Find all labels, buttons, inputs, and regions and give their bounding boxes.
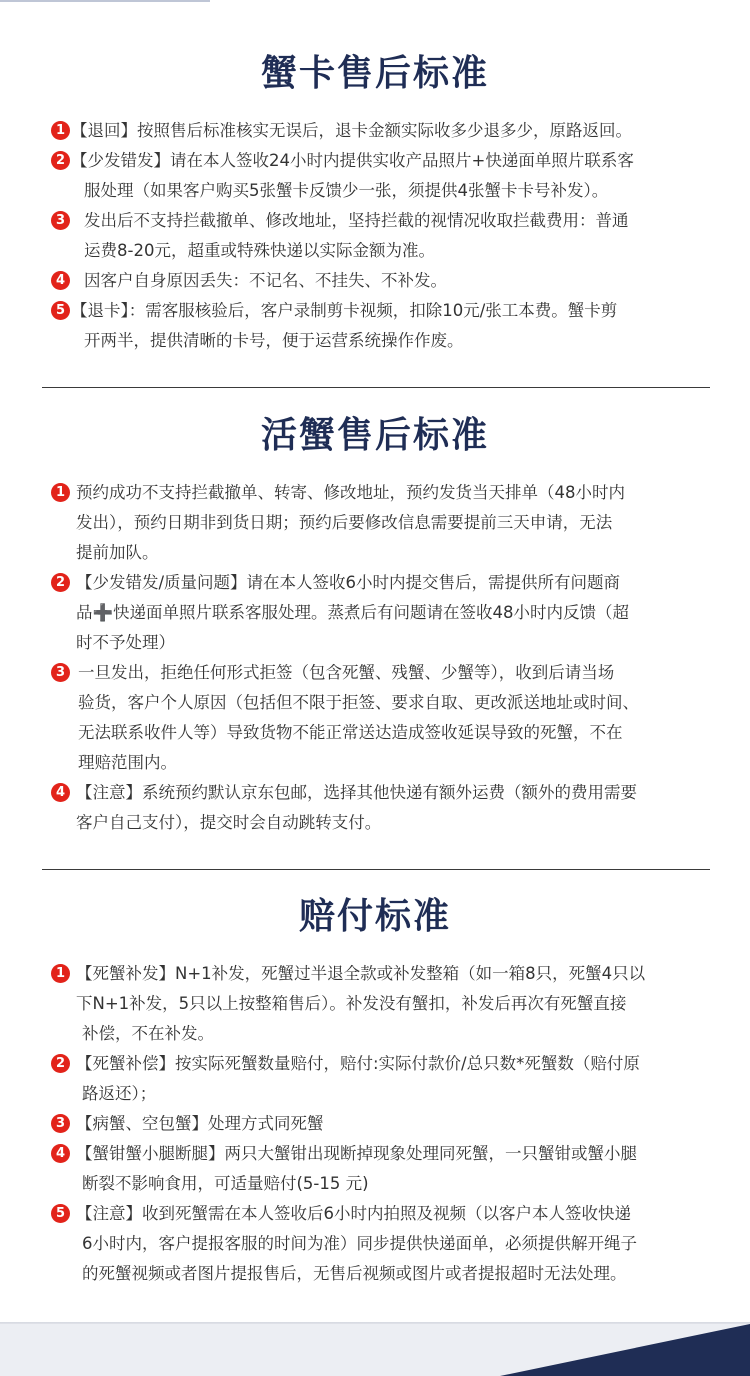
rule-item xyxy=(0,1139,750,1199)
rule-item xyxy=(0,478,750,568)
rule-line: 无法联系收件人等）导致货物不能正常送达造成签收延误导致的死蟹，不在 xyxy=(78,723,623,742)
rule-line: 因客户自身原因丢失：不记名、不挂失、不补发。 xyxy=(84,271,447,290)
rule-line: 预约成功不支持拦截撤单、转寄、修改地址，预约发货当天排单（48小时内 xyxy=(76,483,625,502)
rule-line: 【死蟹补偿】按实际死蟹数量赔付，赔付:实际付款价/总只数*死蟹数（赔付原 xyxy=(76,1054,640,1073)
rule-line: 【少发错发】请在本人签收24小时内提供实收产品照片+快递面单照片联系客 xyxy=(71,151,634,170)
section-title: 赔付标准 xyxy=(298,896,451,937)
number-badge: 3 xyxy=(51,1114,70,1133)
rule-line: 运费8-20元，超重或特殊快递以实际金额为准。 xyxy=(84,241,435,260)
number-badge: 5 xyxy=(51,1204,70,1223)
rule-line: 【病蟹、空包蟹】处理方式同死蟹 xyxy=(76,1114,324,1133)
rule-line: 客户自己支付），提交时会自动跳转支付。 xyxy=(76,813,382,832)
rule-line: 【死蟹补发】N+1补发，死蟹过半退全款或补发整箱（如一箱8只，死蟹4只以 xyxy=(76,964,646,983)
rule-item xyxy=(0,116,750,146)
rule-line: 提前加队。 xyxy=(76,543,159,562)
rule-item xyxy=(0,146,750,206)
top-accent-line xyxy=(0,0,210,2)
rule-item xyxy=(0,1199,750,1289)
rule-line: 下N+1补发，5只以上按整箱售后）。补发没有蟹扣，补发后再次有死蟹直接 xyxy=(76,994,627,1013)
footer-corner-decoration xyxy=(500,1324,750,1376)
rule-line: 【注意】系统预约默认京东包邮，选择其他快递有额外运费（额外的费用需要 xyxy=(76,783,637,802)
section-title: 活蟹售后标准 xyxy=(260,415,489,456)
number-badge: 2 xyxy=(51,573,70,592)
section-crab-card xyxy=(0,50,750,356)
rule-list xyxy=(0,959,750,1289)
number-badge: 4 xyxy=(51,271,70,290)
rule-item xyxy=(0,1109,750,1139)
number-badge: 1 xyxy=(51,964,70,983)
number-badge: 2 xyxy=(51,1054,70,1073)
rule-line: 验货，客户个人原因（包括但不限于拒签、要求自取、更改派送地址或时间、 xyxy=(78,693,639,712)
rule-list xyxy=(0,116,750,356)
rule-item xyxy=(0,296,750,356)
number-badge: 4 xyxy=(51,1144,70,1163)
section-divider xyxy=(42,387,710,388)
rule-line: 路返还）； xyxy=(82,1084,157,1103)
rule-item xyxy=(0,778,750,838)
rule-line: 发出），预约日期非到货日期；预约后要修改信息需要提前三天申请，无法 xyxy=(76,513,613,532)
number-badge: 5 xyxy=(51,301,70,320)
rule-item xyxy=(0,568,750,658)
section-live-crab xyxy=(0,412,750,838)
rule-item xyxy=(0,206,750,266)
rule-line: 品➕快递面单照片联系客服处理。蒸煮后有问题请在签收48小时内反馈（超 xyxy=(76,603,630,622)
rule-list xyxy=(0,478,750,838)
section-title: 蟹卡售后标准 xyxy=(260,53,489,94)
number-badge: 1 xyxy=(51,483,70,502)
rule-line: 服处理（如果客户购买5张蟹卡反馈少一张，须提供4张蟹卡卡号补发）。 xyxy=(84,181,609,200)
rule-line: 【蟹钳蟹小腿断腿】两只大蟹钳出现断掉现象处理同死蟹，一只蟹钳或蟹小腿 xyxy=(76,1144,637,1163)
section-divider xyxy=(42,869,710,870)
number-badge: 2 xyxy=(51,151,70,170)
number-badge: 4 xyxy=(51,783,70,802)
rule-line: 发出后不支持拦截撤单、修改地址，坚持拦截的视情况收取拦截费用：普通 xyxy=(84,211,629,230)
rule-line: 【少发错发/质量问题】请在本人签收6小时内提交售后，需提供所有问题商 xyxy=(76,573,621,592)
rule-line: 6小时内，客户提报客服的时间为准）同步提供快递面单，必须提供解开绳子 xyxy=(82,1234,637,1253)
rule-line: 【注意】收到死蟹需在本人签收后6小时内拍照及视频（以客户本人签收快递 xyxy=(76,1204,631,1223)
rule-item xyxy=(0,959,750,1049)
number-badge: 3 xyxy=(51,211,70,230)
rule-line: 开两半，提供清晰的卡号，便于运营系统操作作废。 xyxy=(84,331,464,350)
rule-line: 补偿，不在补发。 xyxy=(82,1024,214,1043)
section-compensation xyxy=(0,893,750,1289)
rule-line: 的死蟹视频或者图片提报售后，无售后视频或图片或者提报超时无法处理。 xyxy=(82,1264,627,1283)
rule-line: 断裂不影响食用，可适量赔付(5-15 元) xyxy=(82,1174,369,1193)
rule-line: 时不予处理） xyxy=(76,633,175,652)
number-badge: 3 xyxy=(51,663,70,682)
rule-item xyxy=(0,1049,750,1109)
rule-item xyxy=(0,658,750,778)
rule-line: 【退回】按照售后标准核实无误后，退卡金额实际收多少退多少，原路返回。 xyxy=(71,121,632,140)
rule-line: 一旦发出，拒绝任何形式拒签（包含死蟹、残蟹、少蟹等），收到后请当场 xyxy=(78,663,615,682)
rule-item xyxy=(0,266,750,296)
rule-line: 理赔范围内。 xyxy=(78,753,177,772)
number-badge: 1 xyxy=(51,121,70,140)
rule-line: 【退卡】：需客服核验后，客户录制剪卡视频，扣除10元/张工本费。蟹卡剪 xyxy=(71,301,618,320)
